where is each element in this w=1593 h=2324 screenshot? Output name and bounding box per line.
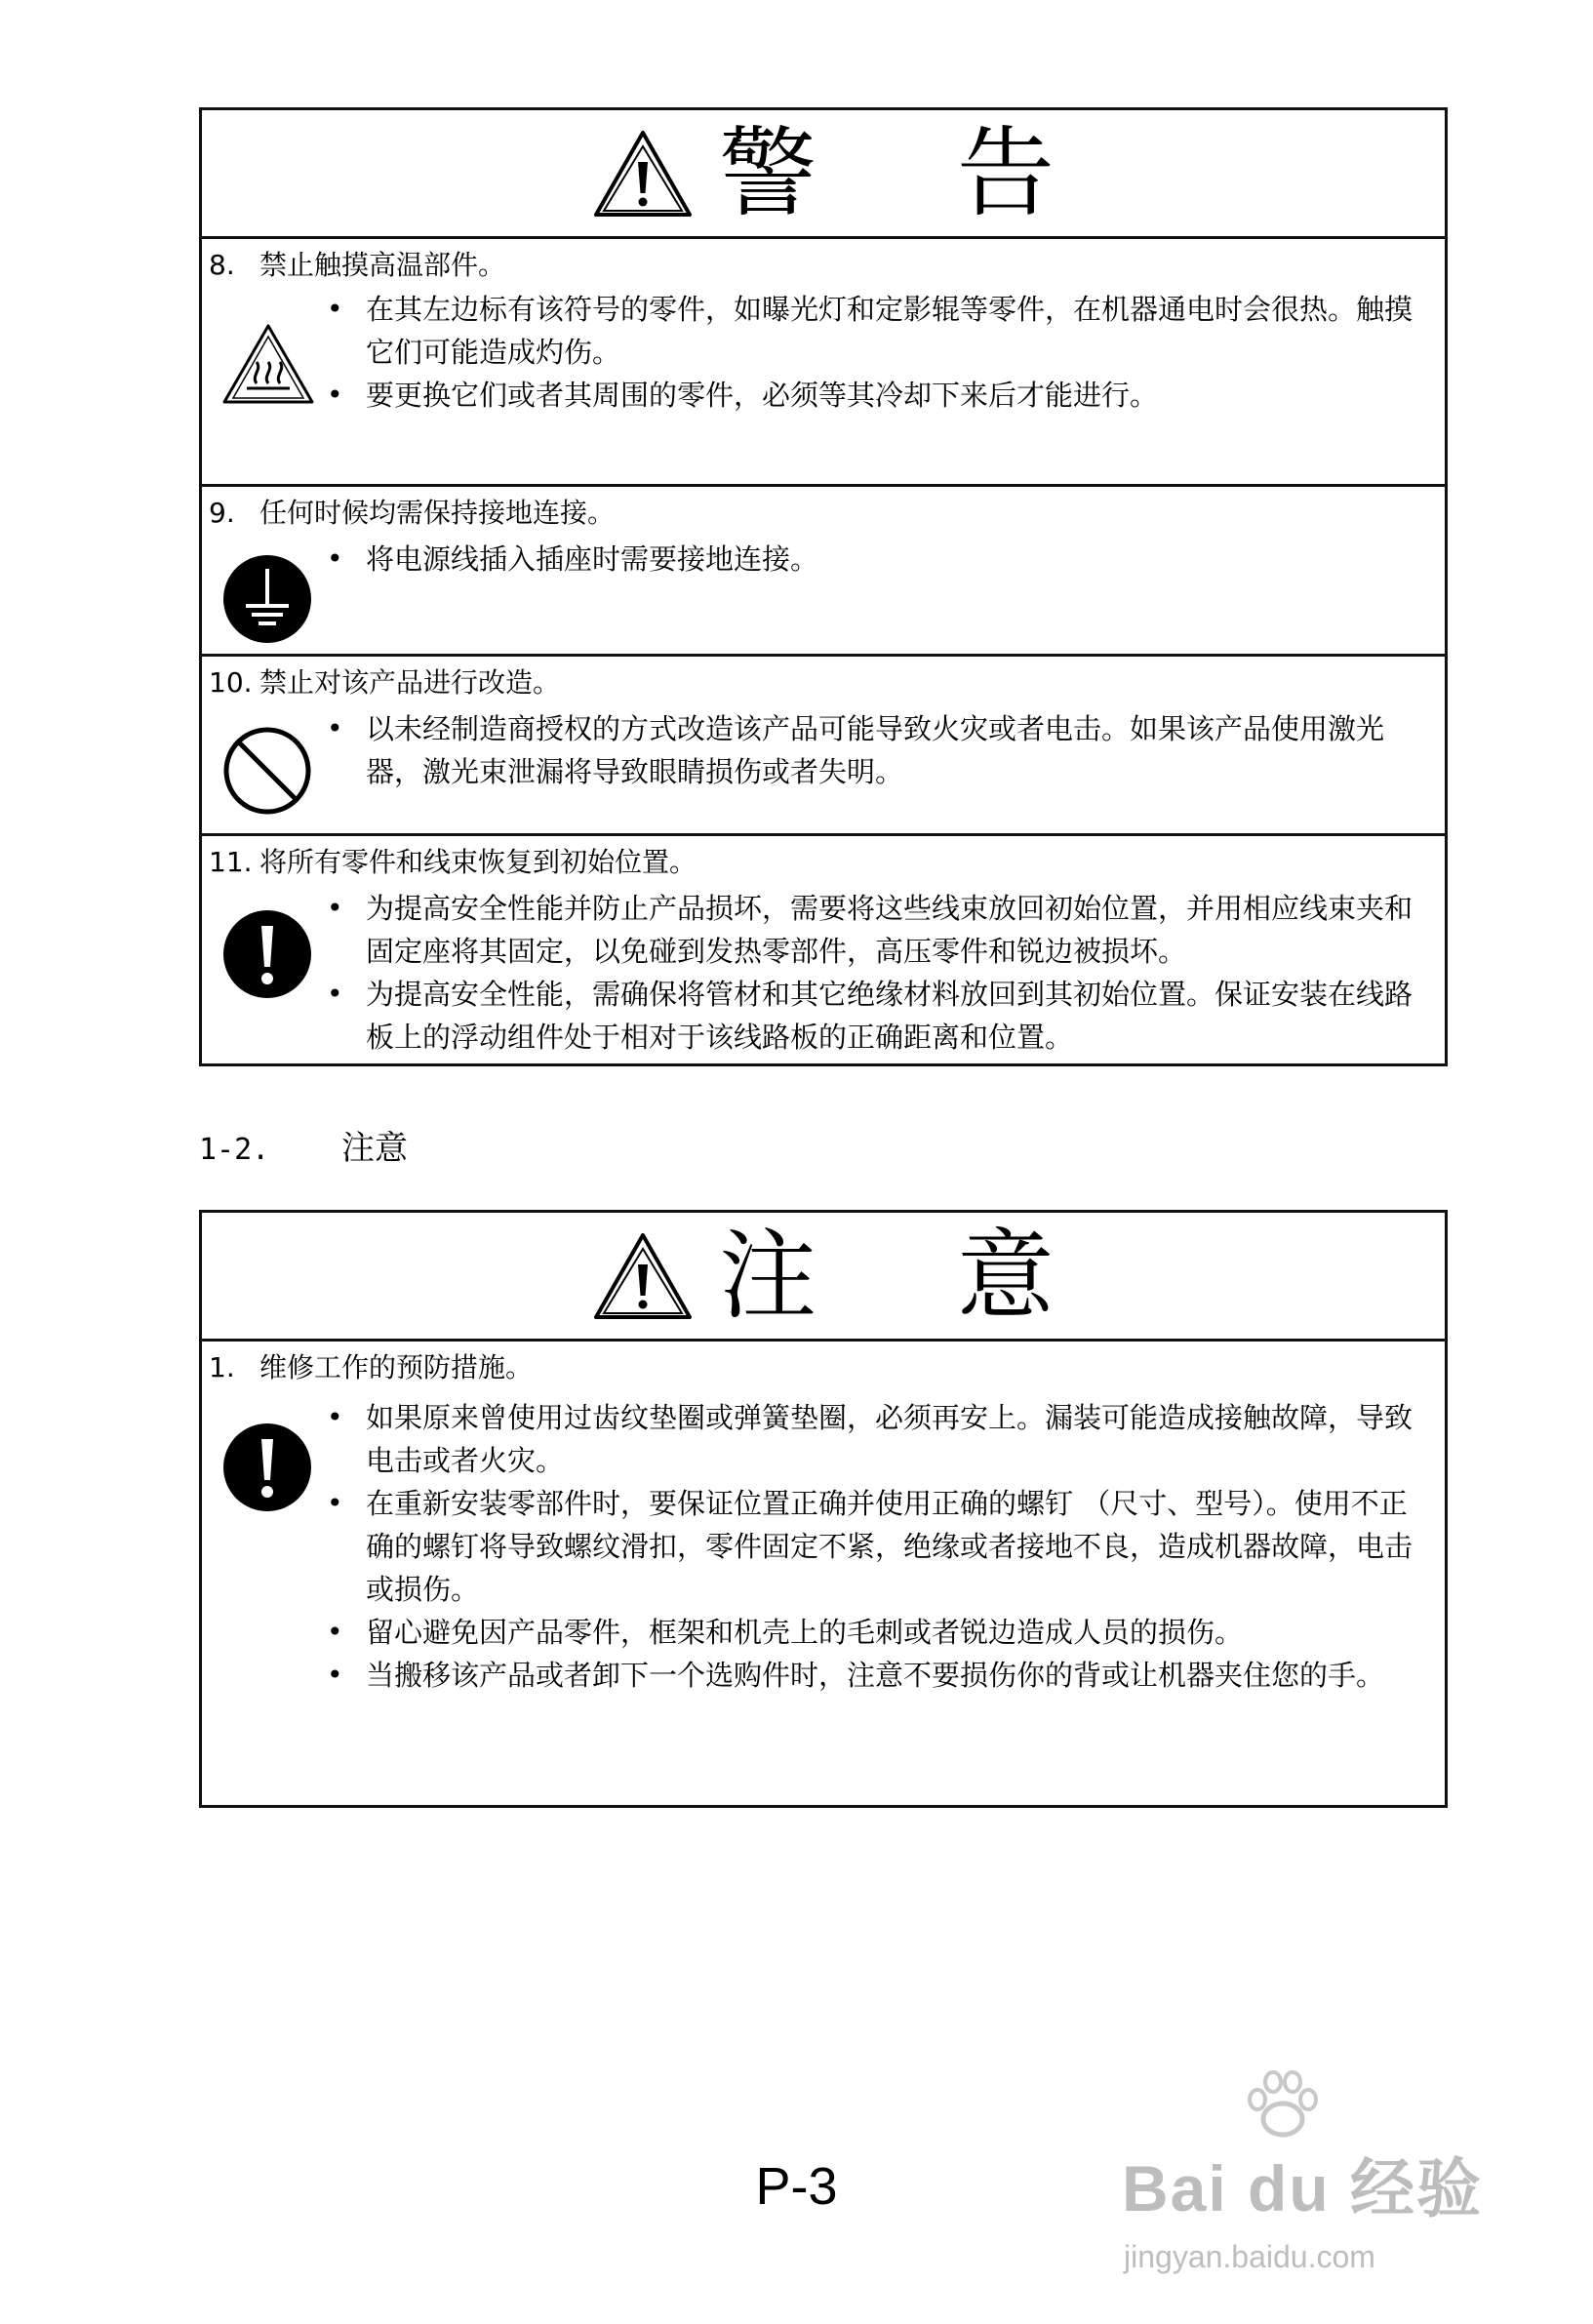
list-item: • 在重新安装零部件时，要保证位置正确并使用正确的螺钉 （尺寸、型号）。使用不正确的螺钉将导致螺纹滑扣，零件固定不紧，绝缘或者接地不良，造成机器故障，电击或损伤。	[327, 1482, 1423, 1611]
section-number: 8.	[209, 249, 235, 281]
section-title	[209, 846, 697, 879]
watermark-brand: Bai du 经验	[1122, 2152, 1484, 2224]
list-item: • 将电源线插入插座时需要接地连接。	[327, 538, 1423, 581]
warning-title: 警 告	[719, 115, 1109, 230]
section-title	[209, 1351, 533, 1384]
section-title-text: 将所有零件和线束恢复到初始位置。	[259, 846, 697, 878]
list-item: • 以未经制造商授权的方式改造该产品可能导致火灾或者电击。如果该产品使用激光器，激光束泄漏将导致眼睛损伤或者失明。	[327, 707, 1423, 793]
warning-header	[202, 110, 1445, 239]
list-item: • 为提高安全性能并防止产品损坏，需要将这些线束放回初始位置，并用相应线束夹和固定座将其固定，以免碰到发热零部件，高压零件和锐边被损坏。	[327, 887, 1423, 973]
section-title	[209, 666, 560, 700]
prohibited-icon	[221, 725, 313, 817]
list-item: • 在其左边标有该符号的零件，如曝光灯和定影辊等零件，在机器通电时会很热。触摸它们可能造成灼伤。	[327, 288, 1423, 374]
caution-section-1	[202, 1342, 1445, 1802]
warning-box	[199, 107, 1448, 1066]
section-title	[209, 249, 505, 282]
warning-triangle-icon	[592, 1231, 694, 1321]
page-number: P-3	[755, 2157, 838, 2216]
section-title	[209, 497, 615, 530]
watermark	[1122, 2068, 1502, 2293]
bullet-list	[327, 707, 1423, 793]
section-heading-number: 1-2.	[199, 1133, 270, 1167]
bullet-list	[327, 887, 1423, 1059]
hot-surface-icon	[221, 323, 315, 405]
section-title-text: 禁止对该产品进行改造。	[259, 666, 561, 699]
watermark-url: jingyan.baidu.com	[1124, 2239, 1375, 2274]
warning-triangle-icon	[592, 129, 694, 219]
section-title-text: 维修工作的预防措施。	[259, 1351, 534, 1383]
list-item: • 为提高安全性能，需确保将管材和其它绝缘材料放回到其初始位置。保证安装在线路板上的浮动组件处于相对于该线路板的正确距离和位置。	[327, 973, 1423, 1059]
bullet-list	[327, 288, 1423, 417]
exclamation-icon	[221, 1422, 313, 1513]
section-title-text: 禁止触摸高温部件。	[259, 249, 506, 281]
section-number: 9.	[209, 497, 235, 529]
warning-section-10	[202, 657, 1445, 836]
section-title-text: 任何时候均需保持接地连接。	[259, 497, 616, 529]
section-heading-title: 注意	[341, 1129, 408, 1168]
exclamation-icon	[221, 908, 313, 1000]
section-number: 10.	[209, 666, 253, 699]
ground-icon	[221, 553, 313, 645]
list-item: • 当搬移该产品或者卸下一个选购件时，注意不要损伤你的背或让机器夹住您的手。	[327, 1654, 1423, 1697]
paw-icon	[1244, 2068, 1322, 2142]
warning-section-11	[202, 836, 1445, 1062]
list-item: • 要更换它们或者其周围的零件，必须等其冷却下来后才能进行。	[327, 374, 1423, 417]
warning-section-9	[202, 487, 1445, 657]
warning-section-8	[202, 239, 1445, 487]
caution-title: 注 意	[719, 1218, 1109, 1333]
bullet-list	[327, 538, 1423, 581]
bullet-list	[327, 1396, 1423, 1697]
list-item: • 留心避免因产品零件，框架和机壳上的毛刺或者锐边造成人员的损伤。	[327, 1611, 1423, 1654]
caution-header	[202, 1213, 1445, 1342]
list-item: • 如果原来曾使用过齿纹垫圈或弹簧垫圈，必须再安上。漏装可能造成接触故障，导致电击或者火灾。	[327, 1396, 1423, 1482]
section-heading	[199, 1129, 408, 1170]
section-number: 11.	[209, 846, 253, 878]
section-number: 1.	[209, 1351, 235, 1383]
caution-box	[199, 1210, 1448, 1808]
